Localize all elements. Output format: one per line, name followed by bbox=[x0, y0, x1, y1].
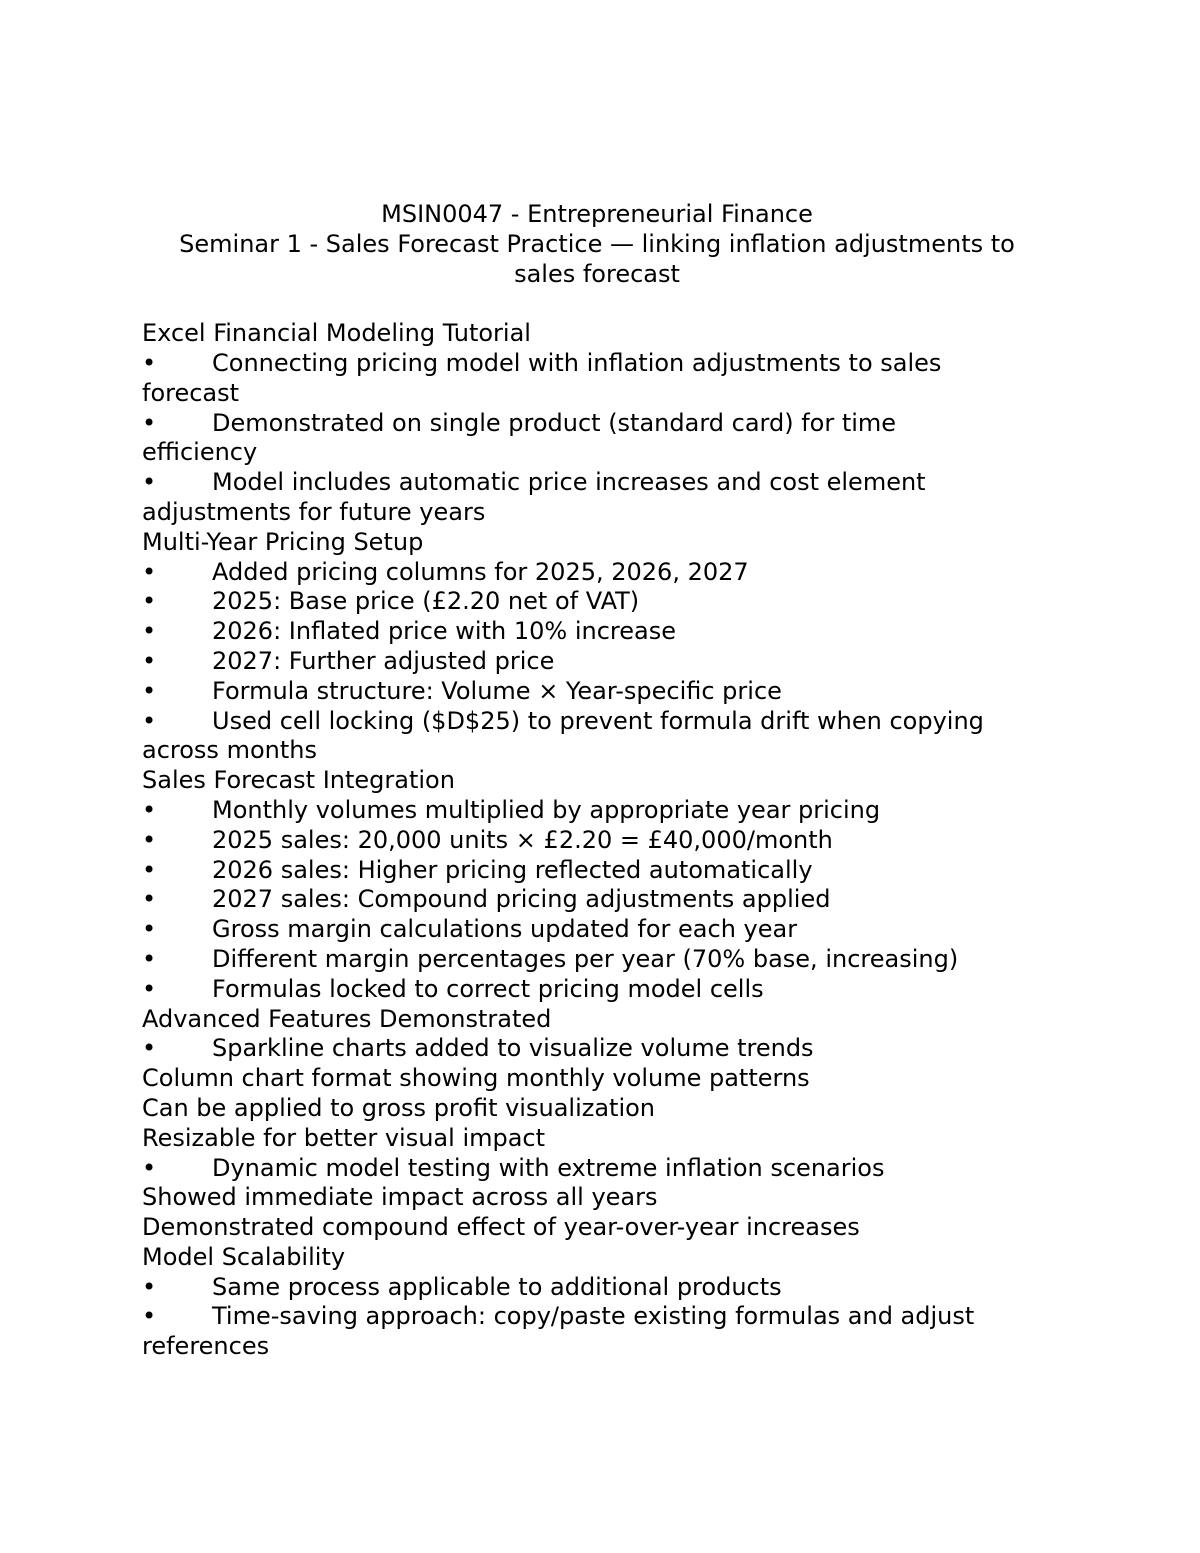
bullet-text: Time-saving approach: copy/paste existing formulas and adjust bbox=[212, 1302, 975, 1331]
section-heading: Model Scalability bbox=[142, 1242, 346, 1271]
bullet-glyph: • bbox=[142, 885, 157, 914]
bullet-item bbox=[142, 826, 1052, 856]
bullet-glyph: • bbox=[142, 706, 157, 735]
section-heading: Advanced Features Demonstrated bbox=[142, 1004, 552, 1033]
bullet-item bbox=[142, 558, 1052, 588]
text-line: Column chart format showing monthly volume patterns bbox=[142, 1064, 810, 1093]
section-heading: Sales Forecast Integration bbox=[142, 766, 455, 795]
text-line: Demonstrated compound effect of year-over-year increases bbox=[142, 1213, 860, 1242]
bullet-glyph: • bbox=[142, 408, 157, 437]
bullet-item bbox=[142, 677, 1052, 707]
text-line: Resizable for better visual impact bbox=[142, 1123, 546, 1152]
bullet-item bbox=[142, 617, 1052, 647]
document-subtitle-line-2: sales forecast bbox=[514, 259, 680, 288]
bullet-glyph: • bbox=[142, 348, 157, 377]
document-header bbox=[142, 200, 1052, 289]
bullet-glyph: • bbox=[142, 795, 157, 824]
bullet-continuation: forecast bbox=[142, 378, 240, 407]
bullet-text: Demonstrated on single product (standard card) for time bbox=[212, 408, 897, 437]
bullet-glyph: • bbox=[142, 1302, 157, 1331]
bullet-text: 2027 sales: Compound pricing adjustments applied bbox=[212, 885, 831, 914]
bullet-item bbox=[142, 796, 1052, 826]
document-subtitle-line-1: Seminar 1 - Sales Forecast Practice — linking inflation adjustments to bbox=[179, 229, 1015, 258]
bullet-continuation: across months bbox=[142, 736, 317, 765]
bullet-glyph: • bbox=[142, 1034, 157, 1063]
bullet-text: Formulas locked to correct pricing model cells bbox=[212, 974, 764, 1003]
text-line: Showed immediate impact across all years bbox=[142, 1183, 658, 1212]
bullet-glyph: • bbox=[142, 646, 157, 675]
bullet-item bbox=[142, 1034, 1052, 1064]
bullet-glyph: • bbox=[142, 855, 157, 884]
bullet-text: 2026: Inflated price with 10% increase bbox=[212, 617, 676, 646]
bullet-item bbox=[142, 1302, 1052, 1362]
bullet-glyph: • bbox=[142, 825, 157, 854]
bullet-continuation: adjustments for future years bbox=[142, 497, 486, 526]
bullet-glyph: • bbox=[142, 557, 157, 586]
bullet-item bbox=[142, 587, 1052, 617]
bullet-item bbox=[142, 468, 1052, 528]
document-body bbox=[142, 319, 1052, 1362]
bullet-glyph: • bbox=[142, 587, 157, 616]
document-title: MSIN0047 - Entrepreneurial Finance bbox=[381, 200, 813, 228]
bullet-item bbox=[142, 915, 1052, 945]
bullet-item bbox=[142, 349, 1052, 409]
bullet-item bbox=[142, 647, 1052, 677]
bullet-item bbox=[142, 409, 1052, 469]
bullet-text: Sparkline charts added to visualize volume trends bbox=[212, 1034, 814, 1063]
bullet-text: Added pricing columns for 2025, 2026, 2027 bbox=[212, 557, 749, 586]
bullet-glyph: • bbox=[142, 1153, 157, 1182]
bullet-continuation: efficiency bbox=[142, 438, 258, 467]
bullet-glyph: • bbox=[142, 974, 157, 1003]
bullet-text: Same process applicable to additional products bbox=[212, 1272, 782, 1301]
bullet-glyph: • bbox=[142, 1272, 157, 1301]
bullet-item bbox=[142, 945, 1052, 975]
section-heading: Multi-Year Pricing Setup bbox=[142, 527, 424, 556]
bullet-text: 2026 sales: Higher pricing reflected automatically bbox=[212, 855, 813, 884]
bullet-text: Monthly volumes multiplied by appropriate year pricing bbox=[212, 795, 881, 824]
bullet-text: Used cell locking ($D$25) to prevent formula drift when copying bbox=[212, 706, 984, 735]
bullet-item bbox=[142, 975, 1052, 1005]
bullet-text: Connecting pricing model with inflation adjustments to sales bbox=[212, 348, 942, 377]
bullet-text: Gross margin calculations updated for each year bbox=[212, 915, 798, 944]
bullet-item bbox=[142, 1273, 1052, 1303]
bullet-glyph: • bbox=[142, 617, 157, 646]
bullet-text: 2025: Base price (£2.20 net of VAT) bbox=[212, 587, 640, 616]
bullet-text: Different margin percentages per year (70% base, increasing) bbox=[212, 944, 959, 973]
bullet-text: Formula structure: Volume × Year-specific price bbox=[212, 676, 782, 705]
bullet-text: Model includes automatic price increases and cost element bbox=[212, 468, 926, 497]
text-line: Can be applied to gross profit visualization bbox=[142, 1093, 656, 1122]
bullet-text: 2025 sales: 20,000 units × £2.20 = £40,000/month bbox=[212, 825, 833, 854]
bullet-text: 2027: Further adjusted price bbox=[212, 646, 555, 675]
bullet-item bbox=[142, 856, 1052, 886]
bullet-continuation: references bbox=[142, 1332, 270, 1361]
document-page bbox=[142, 200, 1052, 1362]
bullet-glyph: • bbox=[142, 915, 157, 944]
bullet-glyph: • bbox=[142, 944, 157, 973]
section-heading: Excel Financial Modeling Tutorial bbox=[142, 319, 531, 348]
bullet-glyph: • bbox=[142, 468, 157, 497]
bullet-item bbox=[142, 707, 1052, 767]
bullet-item bbox=[142, 1154, 1052, 1184]
bullet-item bbox=[142, 885, 1052, 915]
bullet-text: Dynamic model testing with extreme inflation scenarios bbox=[212, 1153, 885, 1182]
bullet-glyph: • bbox=[142, 676, 157, 705]
